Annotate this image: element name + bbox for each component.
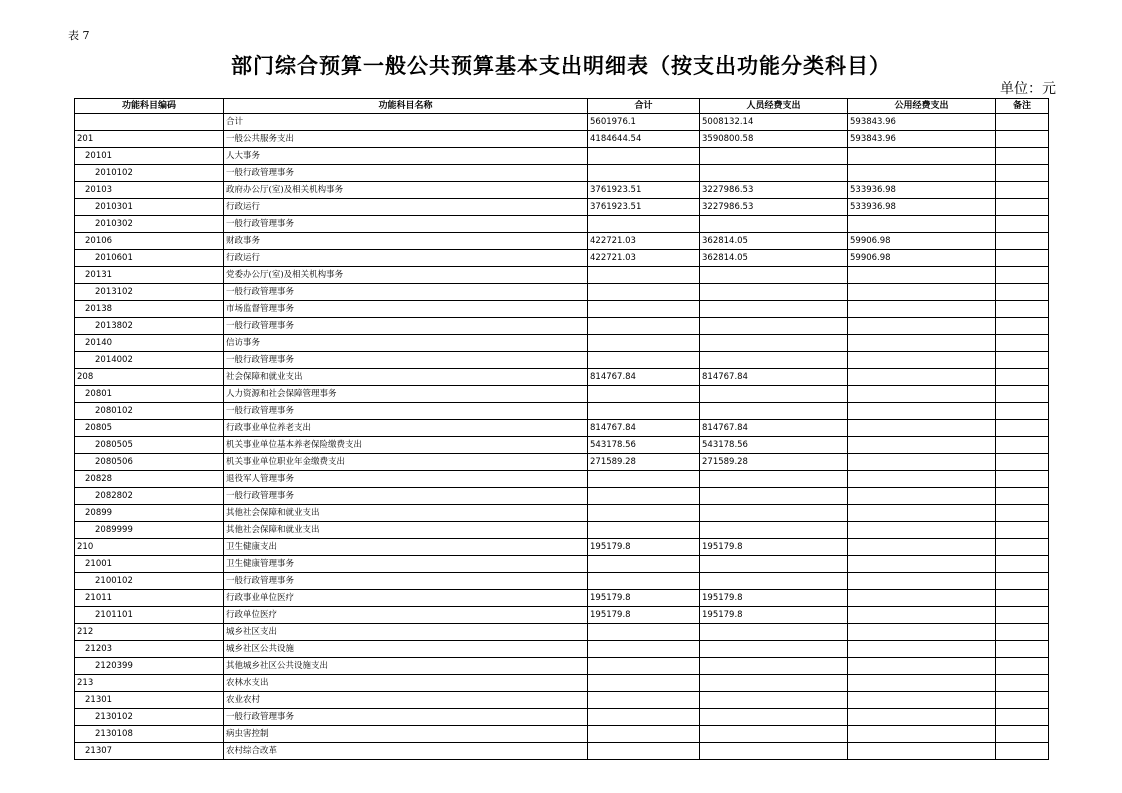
code-cell: 2080506 xyxy=(75,454,224,471)
name-cell: 卫生健康管理事务 xyxy=(224,556,588,573)
table-row xyxy=(75,403,1049,420)
code-cell: 2010601 xyxy=(75,250,224,267)
code-cell: 2130102 xyxy=(75,709,224,726)
name-cell: 信访事务 xyxy=(224,335,588,352)
name-cell: 财政事务 xyxy=(224,233,588,250)
total-cell xyxy=(588,352,700,369)
personnel-cell xyxy=(700,148,848,165)
table-row xyxy=(75,148,1049,165)
code-cell: 2101101 xyxy=(75,607,224,624)
total-cell xyxy=(588,505,700,522)
public-cell xyxy=(848,522,996,539)
code-cell: 208 xyxy=(75,369,224,386)
public-cell xyxy=(848,352,996,369)
table-row xyxy=(75,726,1049,743)
name-cell: 人大事务 xyxy=(224,148,588,165)
personnel-cell xyxy=(700,675,848,692)
name-cell: 退役军人管理事务 xyxy=(224,471,588,488)
total-cell xyxy=(588,658,700,675)
total-cell xyxy=(588,403,700,420)
note-cell xyxy=(996,488,1049,505)
total-cell: 3761923.51 xyxy=(588,199,700,216)
personnel-cell xyxy=(700,505,848,522)
public-cell xyxy=(848,573,996,590)
public-cell: 593843.96 xyxy=(848,131,996,148)
code-cell: 2080102 xyxy=(75,403,224,420)
personnel-cell: 195179.8 xyxy=(700,607,848,624)
name-cell: 农业农村 xyxy=(224,692,588,709)
table-body xyxy=(75,114,1049,760)
code-cell: 2014002 xyxy=(75,352,224,369)
total-cell xyxy=(588,386,700,403)
code-cell: 2130108 xyxy=(75,726,224,743)
name-cell: 社会保障和就业支出 xyxy=(224,369,588,386)
public-cell xyxy=(848,284,996,301)
code-cell: 20899 xyxy=(75,505,224,522)
table-row xyxy=(75,335,1049,352)
table-row xyxy=(75,641,1049,658)
note-cell xyxy=(996,233,1049,250)
unit-label: 单位：元 xyxy=(1000,81,1056,97)
personnel-cell: 3590800.58 xyxy=(700,131,848,148)
note-cell xyxy=(996,199,1049,216)
note-cell xyxy=(996,420,1049,437)
note-cell xyxy=(996,335,1049,352)
total-cell xyxy=(588,692,700,709)
table-row xyxy=(75,216,1049,233)
total-cell: 5601976.1 xyxy=(588,114,700,131)
name-cell: 其他社会保障和就业支出 xyxy=(224,505,588,522)
total-cell xyxy=(588,726,700,743)
personnel-cell xyxy=(700,403,848,420)
note-cell xyxy=(996,267,1049,284)
personnel-cell: 814767.84 xyxy=(700,420,848,437)
table-row xyxy=(75,488,1049,505)
table-row xyxy=(75,505,1049,522)
public-cell xyxy=(848,675,996,692)
total-cell xyxy=(588,675,700,692)
table-row xyxy=(75,301,1049,318)
total-cell: 4184644.54 xyxy=(588,131,700,148)
public-cell: 533936.98 xyxy=(848,182,996,199)
total-cell xyxy=(588,301,700,318)
total-cell xyxy=(588,641,700,658)
table-label: 表 7 xyxy=(68,29,90,42)
name-cell: 行政事业单位医疗 xyxy=(224,590,588,607)
public-cell: 59906.98 xyxy=(848,233,996,250)
name-cell: 城乡社区公共设施 xyxy=(224,641,588,658)
personnel-cell xyxy=(700,284,848,301)
total-cell xyxy=(588,573,700,590)
code-cell: 2010102 xyxy=(75,165,224,182)
table-row xyxy=(75,743,1049,760)
personnel-cell xyxy=(700,743,848,760)
table-row xyxy=(75,658,1049,675)
personnel-cell xyxy=(700,556,848,573)
table-row xyxy=(75,675,1049,692)
code-cell: 2010301 xyxy=(75,199,224,216)
note-cell xyxy=(996,114,1049,131)
public-cell xyxy=(848,624,996,641)
note-cell xyxy=(996,437,1049,454)
total-cell: 422721.03 xyxy=(588,250,700,267)
table-row xyxy=(75,437,1049,454)
col-header-note: 备注 xyxy=(996,99,1049,114)
code-cell: 20138 xyxy=(75,301,224,318)
personnel-cell xyxy=(700,488,848,505)
name-cell: 农林水支出 xyxy=(224,675,588,692)
total-cell: 271589.28 xyxy=(588,454,700,471)
total-cell xyxy=(588,284,700,301)
note-cell xyxy=(996,692,1049,709)
table-row xyxy=(75,131,1049,148)
note-cell xyxy=(996,641,1049,658)
total-cell xyxy=(588,165,700,182)
public-cell xyxy=(848,165,996,182)
personnel-cell xyxy=(700,471,848,488)
code-cell: 2013102 xyxy=(75,284,224,301)
code-cell: 2100102 xyxy=(75,573,224,590)
public-cell xyxy=(848,641,996,658)
note-cell xyxy=(996,165,1049,182)
name-cell: 政府办公厅(室)及相关机构事务 xyxy=(224,182,588,199)
code-cell: 21011 xyxy=(75,590,224,607)
total-cell xyxy=(588,522,700,539)
total-cell xyxy=(588,709,700,726)
name-cell: 行政事业单位养老支出 xyxy=(224,420,588,437)
name-cell: 一般公共服务支出 xyxy=(224,131,588,148)
table-row xyxy=(75,420,1049,437)
name-cell: 一般行政管理事务 xyxy=(224,216,588,233)
public-cell xyxy=(848,454,996,471)
table-row xyxy=(75,522,1049,539)
table-row xyxy=(75,250,1049,267)
public-cell: 59906.98 xyxy=(848,250,996,267)
name-cell: 病虫害控制 xyxy=(224,726,588,743)
personnel-cell: 195179.8 xyxy=(700,590,848,607)
code-cell: 21301 xyxy=(75,692,224,709)
public-cell: 533936.98 xyxy=(848,199,996,216)
public-cell xyxy=(848,148,996,165)
personnel-cell: 362814.05 xyxy=(700,250,848,267)
name-cell: 一般行政管理事务 xyxy=(224,709,588,726)
note-cell xyxy=(996,607,1049,624)
budget-table xyxy=(74,98,1049,760)
name-cell: 农村综合改革 xyxy=(224,743,588,760)
public-cell xyxy=(848,318,996,335)
total-cell: 195179.8 xyxy=(588,590,700,607)
table-header-row xyxy=(75,99,1049,114)
table-row xyxy=(75,573,1049,590)
code-cell: 213 xyxy=(75,675,224,692)
note-cell xyxy=(996,182,1049,199)
code-cell: 2089999 xyxy=(75,522,224,539)
name-cell: 其他社会保障和就业支出 xyxy=(224,522,588,539)
code-cell: 20106 xyxy=(75,233,224,250)
total-cell xyxy=(588,556,700,573)
note-cell xyxy=(996,454,1049,471)
personnel-cell xyxy=(700,267,848,284)
personnel-cell xyxy=(700,573,848,590)
code-cell: 2082802 xyxy=(75,488,224,505)
public-cell xyxy=(848,403,996,420)
col-header-personnel: 人员经费支出 xyxy=(700,99,848,114)
code-cell: 2080505 xyxy=(75,437,224,454)
col-header-name: 功能科目名称 xyxy=(224,99,588,114)
table-row xyxy=(75,369,1049,386)
total-cell: 543178.56 xyxy=(588,437,700,454)
total-cell xyxy=(588,624,700,641)
public-cell xyxy=(848,488,996,505)
note-cell xyxy=(996,539,1049,556)
public-cell xyxy=(848,658,996,675)
public-cell xyxy=(848,471,996,488)
personnel-cell: 543178.56 xyxy=(700,437,848,454)
name-cell: 一般行政管理事务 xyxy=(224,284,588,301)
personnel-cell xyxy=(700,726,848,743)
note-cell xyxy=(996,522,1049,539)
note-cell xyxy=(996,505,1049,522)
code-cell: 2120399 xyxy=(75,658,224,675)
note-cell xyxy=(996,301,1049,318)
personnel-cell: 5008132.14 xyxy=(700,114,848,131)
table-row xyxy=(75,182,1049,199)
name-cell: 人力资源和社会保障管理事务 xyxy=(224,386,588,403)
name-cell: 市场监督管理事务 xyxy=(224,301,588,318)
public-cell xyxy=(848,539,996,556)
public-cell xyxy=(848,216,996,233)
table-row xyxy=(75,267,1049,284)
code-cell xyxy=(75,114,224,131)
name-cell: 一般行政管理事务 xyxy=(224,318,588,335)
code-cell: 20103 xyxy=(75,182,224,199)
personnel-cell xyxy=(700,335,848,352)
public-cell xyxy=(848,505,996,522)
personnel-cell: 195179.8 xyxy=(700,539,848,556)
personnel-cell xyxy=(700,301,848,318)
table-row xyxy=(75,607,1049,624)
total-cell: 3761923.51 xyxy=(588,182,700,199)
total-cell xyxy=(588,471,700,488)
code-cell: 210 xyxy=(75,539,224,556)
name-cell: 一般行政管理事务 xyxy=(224,165,588,182)
note-cell xyxy=(996,726,1049,743)
public-cell xyxy=(848,692,996,709)
table-row xyxy=(75,318,1049,335)
table-row xyxy=(75,692,1049,709)
total-cell xyxy=(588,216,700,233)
total-cell xyxy=(588,318,700,335)
public-cell xyxy=(848,386,996,403)
note-cell xyxy=(996,573,1049,590)
name-cell: 一般行政管理事务 xyxy=(224,488,588,505)
public-cell xyxy=(848,267,996,284)
table-row xyxy=(75,590,1049,607)
personnel-cell xyxy=(700,658,848,675)
total-cell: 195179.8 xyxy=(588,607,700,624)
name-cell: 合计 xyxy=(224,114,588,131)
total-cell: 195179.8 xyxy=(588,539,700,556)
public-cell: 593843.96 xyxy=(848,114,996,131)
public-cell xyxy=(848,335,996,352)
personnel-cell xyxy=(700,641,848,658)
table-row xyxy=(75,284,1049,301)
code-cell: 21001 xyxy=(75,556,224,573)
name-cell: 行政运行 xyxy=(224,250,588,267)
code-cell: 2010302 xyxy=(75,216,224,233)
public-cell xyxy=(848,437,996,454)
note-cell xyxy=(996,369,1049,386)
personnel-cell xyxy=(700,318,848,335)
code-cell: 21203 xyxy=(75,641,224,658)
col-header-public: 公用经费支出 xyxy=(848,99,996,114)
total-cell xyxy=(588,488,700,505)
table-row xyxy=(75,556,1049,573)
note-cell xyxy=(996,284,1049,301)
table-row xyxy=(75,539,1049,556)
total-cell xyxy=(588,335,700,352)
note-cell xyxy=(996,403,1049,420)
table-row xyxy=(75,454,1049,471)
total-cell xyxy=(588,743,700,760)
col-header-total: 合计 xyxy=(588,99,700,114)
note-cell xyxy=(996,216,1049,233)
total-cell xyxy=(588,267,700,284)
name-cell: 行政运行 xyxy=(224,199,588,216)
table-row xyxy=(75,199,1049,216)
personnel-cell xyxy=(700,522,848,539)
code-cell: 20131 xyxy=(75,267,224,284)
personnel-cell xyxy=(700,624,848,641)
table-row xyxy=(75,114,1049,131)
table-row xyxy=(75,165,1049,182)
personnel-cell: 3227986.53 xyxy=(700,182,848,199)
note-cell xyxy=(996,148,1049,165)
code-cell: 212 xyxy=(75,624,224,641)
code-cell: 20805 xyxy=(75,420,224,437)
note-cell xyxy=(996,318,1049,335)
note-cell xyxy=(996,386,1049,403)
public-cell xyxy=(848,709,996,726)
personnel-cell: 814767.84 xyxy=(700,369,848,386)
col-header-code: 功能科目编码 xyxy=(75,99,224,114)
personnel-cell xyxy=(700,216,848,233)
code-cell: 20801 xyxy=(75,386,224,403)
note-cell xyxy=(996,709,1049,726)
personnel-cell xyxy=(700,709,848,726)
note-cell xyxy=(996,352,1049,369)
public-cell xyxy=(848,420,996,437)
note-cell xyxy=(996,743,1049,760)
code-cell: 201 xyxy=(75,131,224,148)
note-cell xyxy=(996,471,1049,488)
note-cell xyxy=(996,556,1049,573)
table-row xyxy=(75,709,1049,726)
name-cell: 卫生健康支出 xyxy=(224,539,588,556)
personnel-cell xyxy=(700,165,848,182)
table-row xyxy=(75,352,1049,369)
public-cell xyxy=(848,301,996,318)
table-row xyxy=(75,233,1049,250)
name-cell: 一般行政管理事务 xyxy=(224,352,588,369)
personnel-cell xyxy=(700,386,848,403)
name-cell: 机关事业单位基本养老保险缴费支出 xyxy=(224,437,588,454)
page-title: 部门综合预算一般公共预算基本支出明细表（按支出功能分类科目） xyxy=(231,53,891,78)
total-cell: 814767.84 xyxy=(588,420,700,437)
note-cell xyxy=(996,250,1049,267)
public-cell xyxy=(848,726,996,743)
note-cell xyxy=(996,624,1049,641)
public-cell xyxy=(848,556,996,573)
name-cell: 其他城乡社区公共设施支出 xyxy=(224,658,588,675)
public-cell xyxy=(848,607,996,624)
note-cell xyxy=(996,675,1049,692)
name-cell: 城乡社区支出 xyxy=(224,624,588,641)
total-cell: 814767.84 xyxy=(588,369,700,386)
table-row xyxy=(75,471,1049,488)
personnel-cell xyxy=(700,692,848,709)
code-cell: 20828 xyxy=(75,471,224,488)
code-cell: 20101 xyxy=(75,148,224,165)
total-cell xyxy=(588,148,700,165)
personnel-cell xyxy=(700,352,848,369)
code-cell: 2013802 xyxy=(75,318,224,335)
name-cell: 一般行政管理事务 xyxy=(224,403,588,420)
public-cell xyxy=(848,743,996,760)
personnel-cell: 271589.28 xyxy=(700,454,848,471)
public-cell xyxy=(848,369,996,386)
total-cell: 422721.03 xyxy=(588,233,700,250)
name-cell: 党委办公厅(室)及相关机构事务 xyxy=(224,267,588,284)
code-cell: 20140 xyxy=(75,335,224,352)
note-cell xyxy=(996,658,1049,675)
name-cell: 行政单位医疗 xyxy=(224,607,588,624)
table-row xyxy=(75,386,1049,403)
code-cell: 21307 xyxy=(75,743,224,760)
personnel-cell: 3227986.53 xyxy=(700,199,848,216)
name-cell: 机关事业单位职业年金缴费支出 xyxy=(224,454,588,471)
name-cell: 一般行政管理事务 xyxy=(224,573,588,590)
personnel-cell: 362814.05 xyxy=(700,233,848,250)
table-row xyxy=(75,624,1049,641)
public-cell xyxy=(848,590,996,607)
note-cell xyxy=(996,590,1049,607)
note-cell xyxy=(996,131,1049,148)
